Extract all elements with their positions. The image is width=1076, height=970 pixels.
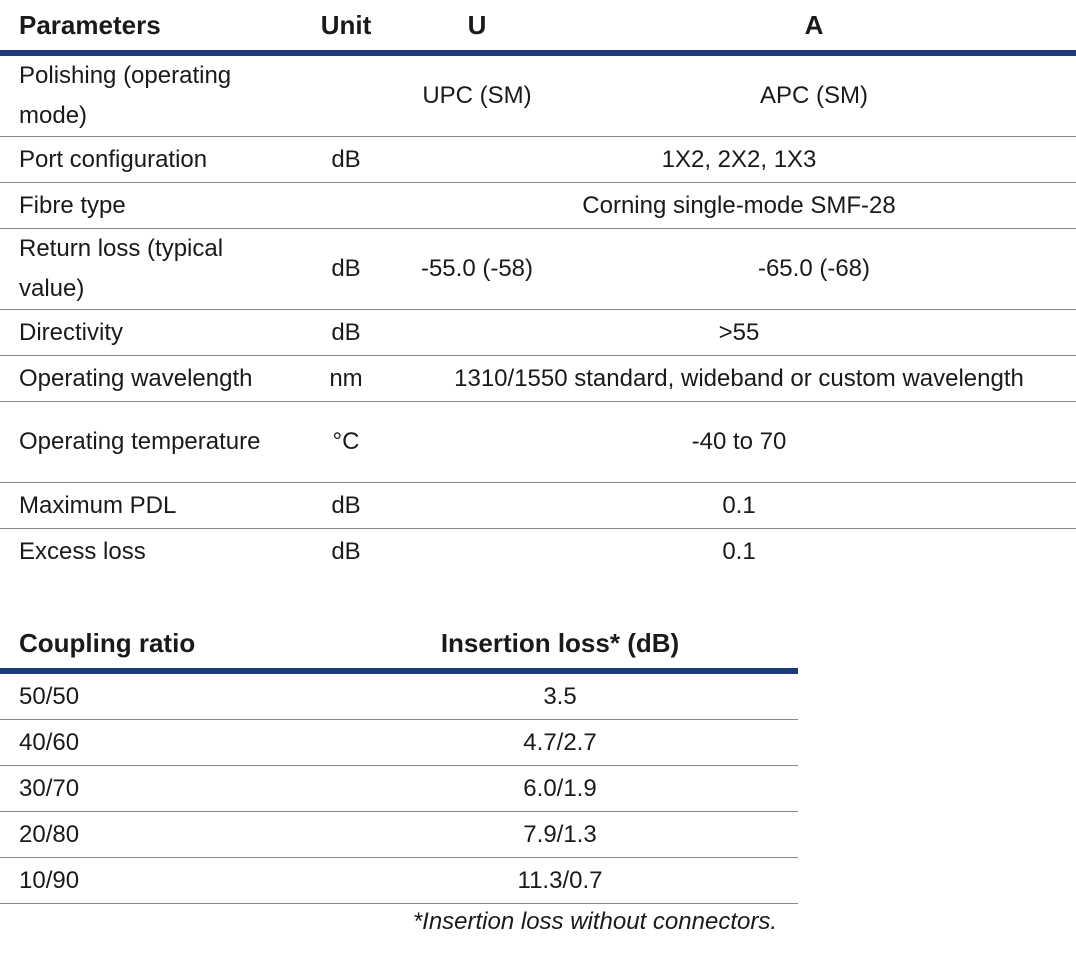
param-name: Operating temperature xyxy=(19,428,261,455)
coupling-header-row xyxy=(0,618,798,671)
param-name: Port configuration xyxy=(19,145,208,173)
table-row xyxy=(0,483,1076,529)
param-value: 0.1 xyxy=(722,537,756,565)
param-unit: °C xyxy=(332,428,360,455)
param-value: -40 to 70 xyxy=(691,428,787,455)
param-value: 1310/1550 standard, wideband or custom wavelength xyxy=(454,364,1024,392)
param-value: Corning single-mode SMF-28 xyxy=(582,191,896,219)
param-unit: dB xyxy=(331,491,361,519)
insertion-loss: 4.7/2.7 xyxy=(523,728,597,756)
insertion-loss: 11.3/0.7 xyxy=(517,866,603,894)
coupling-ratio: 40/60 xyxy=(19,728,80,756)
table-row xyxy=(0,356,1076,402)
param-name: Return loss (typical value) xyxy=(19,235,224,302)
header-coupling-ratio: Coupling ratio xyxy=(19,627,196,658)
param-name: Operating wavelength xyxy=(19,364,253,392)
header-a: A xyxy=(804,9,824,40)
table-row xyxy=(0,402,1076,483)
coupling-ratio: 20/80 xyxy=(19,820,80,848)
insertion-loss: 6.0/1.9 xyxy=(523,774,597,802)
param-unit: dB xyxy=(331,145,361,173)
param-value: 1X2, 2X2, 1X3 xyxy=(661,145,817,173)
coupling-ratio: 10/90 xyxy=(19,866,80,894)
param-unit: dB xyxy=(331,537,361,565)
header-u: U xyxy=(467,9,487,40)
param-unit xyxy=(290,183,402,229)
coupling-ratio-table xyxy=(0,618,798,904)
footnote: *Insertion loss without connectors. xyxy=(412,908,777,935)
table-row xyxy=(0,858,798,904)
param-value: 0.1 xyxy=(722,491,756,519)
param-name: Excess loss xyxy=(19,537,146,565)
param-unit xyxy=(290,53,402,137)
table-row xyxy=(0,529,1076,575)
param-name: Maximum PDL xyxy=(19,491,177,519)
param-name: Directivity xyxy=(19,318,124,346)
table-row xyxy=(0,671,798,720)
table-row xyxy=(0,53,1076,137)
insertion-loss: 3.5 xyxy=(543,682,577,710)
param-value-a: -65.0 (-68) xyxy=(757,255,871,282)
header-insertion-loss: Insertion loss* (dB) xyxy=(440,627,680,658)
header-parameters: Parameters xyxy=(19,9,161,40)
coupling-ratio: 30/70 xyxy=(19,774,80,802)
param-name: Polishing (operating mode) xyxy=(19,62,232,129)
param-value-a: APC (SM) xyxy=(760,82,868,109)
table-row xyxy=(0,812,798,858)
table-row xyxy=(0,137,1076,183)
param-value-u: -55.0 (-58) xyxy=(420,255,534,282)
param-unit: nm xyxy=(329,364,363,392)
table-row xyxy=(0,766,798,812)
param-unit: dB xyxy=(331,255,361,282)
param-value-u: UPC (SM) xyxy=(422,82,532,109)
param-unit: dB xyxy=(331,318,361,346)
table-row xyxy=(0,229,1076,310)
param-name: Fibre type xyxy=(19,191,126,219)
header-unit: Unit xyxy=(320,9,372,40)
table-row xyxy=(0,183,1076,229)
coupling-ratio: 50/50 xyxy=(19,682,80,710)
parameters-header-row xyxy=(0,0,1076,53)
param-value: >55 xyxy=(718,318,760,346)
table-row xyxy=(0,310,1076,356)
table-row xyxy=(0,720,798,766)
insertion-loss: 7.9/1.3 xyxy=(523,820,597,848)
